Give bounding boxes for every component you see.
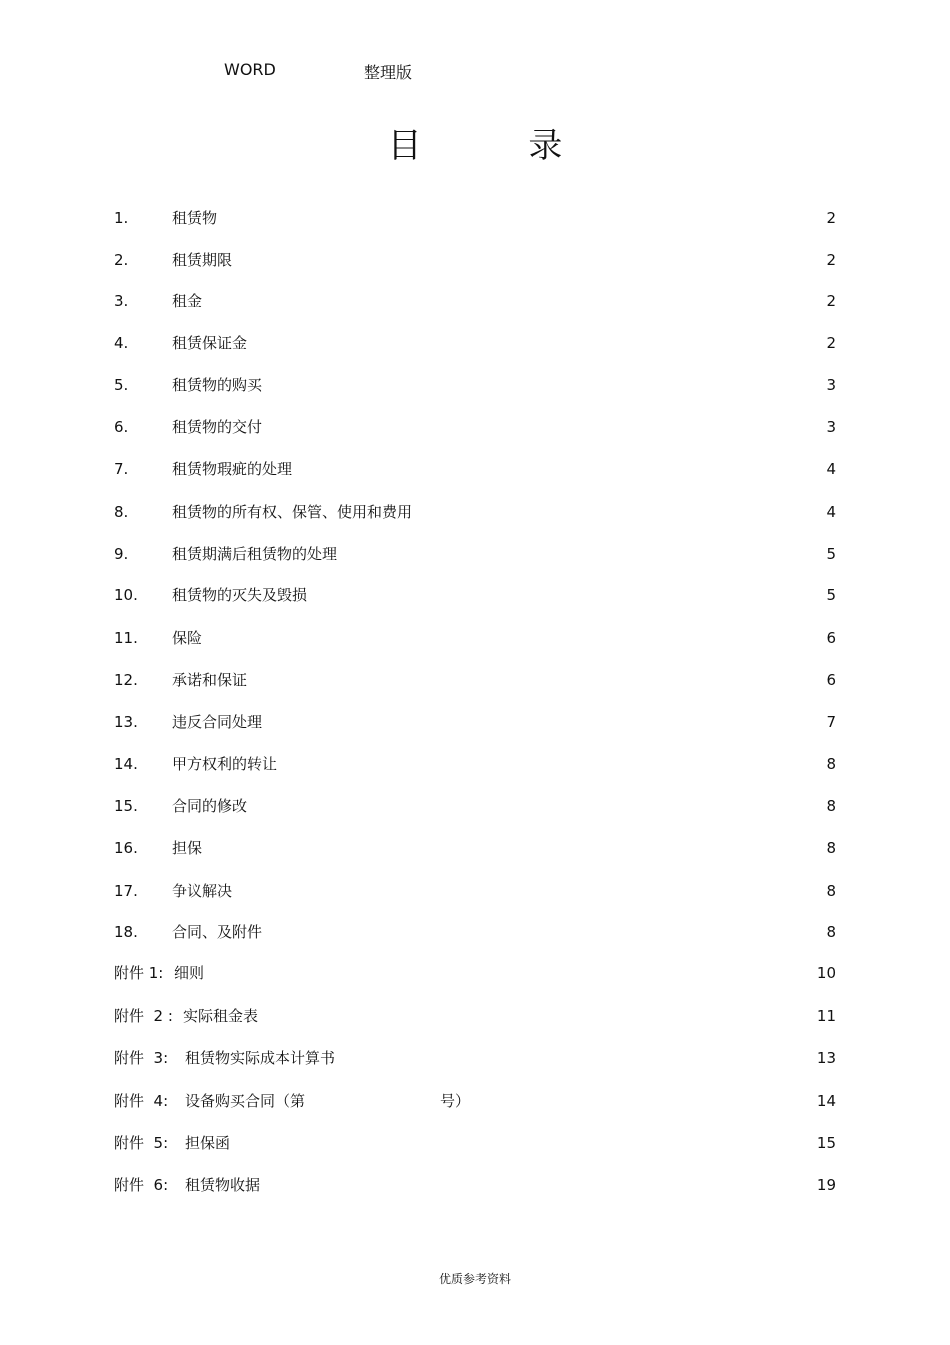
toc-label: 承诺和保证 xyxy=(172,671,248,689)
appendix-row[interactable] xyxy=(114,1173,836,1197)
toc-page: 6 xyxy=(826,671,836,689)
toc-number: 17. xyxy=(114,882,138,900)
toc-number: 8. xyxy=(114,503,129,521)
toc-row[interactable] xyxy=(114,331,836,355)
toc-row[interactable] xyxy=(114,457,836,481)
appendix-label: 租赁物实际成本计算书 xyxy=(185,1049,336,1067)
toc-page: 2 xyxy=(826,251,836,269)
toc-row[interactable] xyxy=(114,836,836,860)
appendix-prefix: 附件 2 : xyxy=(114,1007,173,1025)
toc-label: 合同的修改 xyxy=(172,797,248,815)
toc-row[interactable] xyxy=(114,415,836,439)
toc-number: 13. xyxy=(114,713,138,731)
toc-page: 2 xyxy=(826,334,836,352)
appendix-row[interactable] xyxy=(114,1131,836,1155)
toc-number: 7. xyxy=(114,460,129,478)
appendix-label: 担保函 xyxy=(185,1134,231,1152)
toc-page: 11 xyxy=(816,1007,836,1025)
page-footer: 优质参考资料 xyxy=(438,1272,511,1286)
toc-page: 2 xyxy=(826,209,836,227)
toc-label: 争议解决 xyxy=(172,882,233,900)
toc-label: 担保 xyxy=(172,839,203,857)
toc-page: 5 xyxy=(826,545,836,563)
toc-row[interactable] xyxy=(114,879,836,903)
appendix-prefix: 附件 3: xyxy=(114,1049,169,1067)
appendix-row[interactable] xyxy=(114,1046,836,1070)
toc-label: 租赁物瑕疵的处理 xyxy=(172,460,293,478)
toc-row[interactable] xyxy=(114,289,836,313)
toc-page: 14 xyxy=(816,1092,836,1110)
toc-label: 租赁期满后租赁物的处理 xyxy=(172,545,338,563)
toc-row[interactable] xyxy=(114,206,836,230)
toc-label: 租赁物的交付 xyxy=(172,418,263,436)
toc-page: 13 xyxy=(816,1049,836,1067)
toc-page: 15 xyxy=(816,1134,836,1152)
header-word: WORD xyxy=(224,60,276,79)
appendix-label: 设备购买合同（第 xyxy=(185,1092,306,1110)
toc-page: 10 xyxy=(816,964,836,982)
toc-row[interactable] xyxy=(114,626,836,650)
toc-row[interactable] xyxy=(114,542,836,566)
toc-number: 16. xyxy=(114,839,138,857)
toc-page: 8 xyxy=(826,882,836,900)
toc-label: 保险 xyxy=(172,629,203,647)
toc-page: 4 xyxy=(826,460,836,478)
toc-number: 4. xyxy=(114,334,129,352)
appendix-prefix: 附件 4: xyxy=(114,1092,169,1110)
appendix-prefix: 附件 5: xyxy=(114,1134,169,1152)
appendix-prefix: 附件 1: xyxy=(114,964,164,982)
toc-page: 6 xyxy=(826,629,836,647)
toc-page: 5 xyxy=(826,586,836,604)
toc-label: 租金 xyxy=(172,292,203,310)
appendix-label: 实际租金表 xyxy=(183,1007,259,1025)
toc-number: 15. xyxy=(114,797,138,815)
toc-label: 租赁物的灭失及毁损 xyxy=(172,586,308,604)
toc-row[interactable] xyxy=(114,920,836,944)
toc-page: 8 xyxy=(826,839,836,857)
toc-page: 3 xyxy=(826,418,836,436)
toc-label: 甲方权利的转让 xyxy=(172,755,278,773)
toc-page: 8 xyxy=(826,755,836,773)
toc-number: 12. xyxy=(114,671,138,689)
toc-row[interactable] xyxy=(114,752,836,776)
toc-page: 8 xyxy=(826,797,836,815)
toc-number: 11. xyxy=(114,629,138,647)
page-header xyxy=(224,60,413,82)
appendix-row[interactable] xyxy=(114,1004,836,1028)
toc-page: 2 xyxy=(826,292,836,310)
appendix-row[interactable] xyxy=(114,961,836,985)
appendix-label: 租赁物收据 xyxy=(185,1176,261,1194)
toc-label: 租赁期限 xyxy=(172,251,233,269)
appendix-row[interactable] xyxy=(114,1089,836,1113)
toc-number: 3. xyxy=(114,292,129,310)
toc-page: 8 xyxy=(826,923,836,941)
toc-row[interactable] xyxy=(114,500,836,524)
toc-row[interactable] xyxy=(114,710,836,734)
toc-number: 6. xyxy=(114,418,129,436)
page-title: 目 录 xyxy=(387,126,611,166)
toc-number: 9. xyxy=(114,545,129,563)
toc-page: 7 xyxy=(826,713,836,731)
toc-number: 2. xyxy=(114,251,129,269)
toc-row[interactable] xyxy=(114,248,836,272)
toc-number: 14. xyxy=(114,755,138,773)
toc-label: 租赁物的所有权、保管、使用和费用 xyxy=(172,503,413,521)
toc-number: 1. xyxy=(114,209,129,227)
toc-row[interactable] xyxy=(114,583,836,607)
toc-row[interactable] xyxy=(114,668,836,692)
toc-number: 18. xyxy=(114,923,138,941)
toc-page: 19 xyxy=(816,1176,836,1194)
toc-number: 5. xyxy=(114,376,129,394)
toc-number: 10. xyxy=(114,586,138,604)
toc-label: 合同、及附件 xyxy=(172,923,263,941)
toc-row[interactable] xyxy=(114,794,836,818)
toc-label: 租赁物 xyxy=(172,209,218,227)
toc-page: 3 xyxy=(826,376,836,394)
appendix-label: 细则 xyxy=(174,964,205,982)
toc-label: 租赁物的购买 xyxy=(172,376,263,394)
toc-label: 租赁保证金 xyxy=(172,334,248,352)
toc-label: 违反合同处理 xyxy=(172,713,263,731)
header-edition: 整理版 xyxy=(364,63,413,82)
toc-page: 4 xyxy=(826,503,836,521)
appendix-prefix: 附件 6: xyxy=(114,1176,169,1194)
appendix-suffix: 号） xyxy=(440,1092,471,1110)
toc-row[interactable] xyxy=(114,373,836,397)
